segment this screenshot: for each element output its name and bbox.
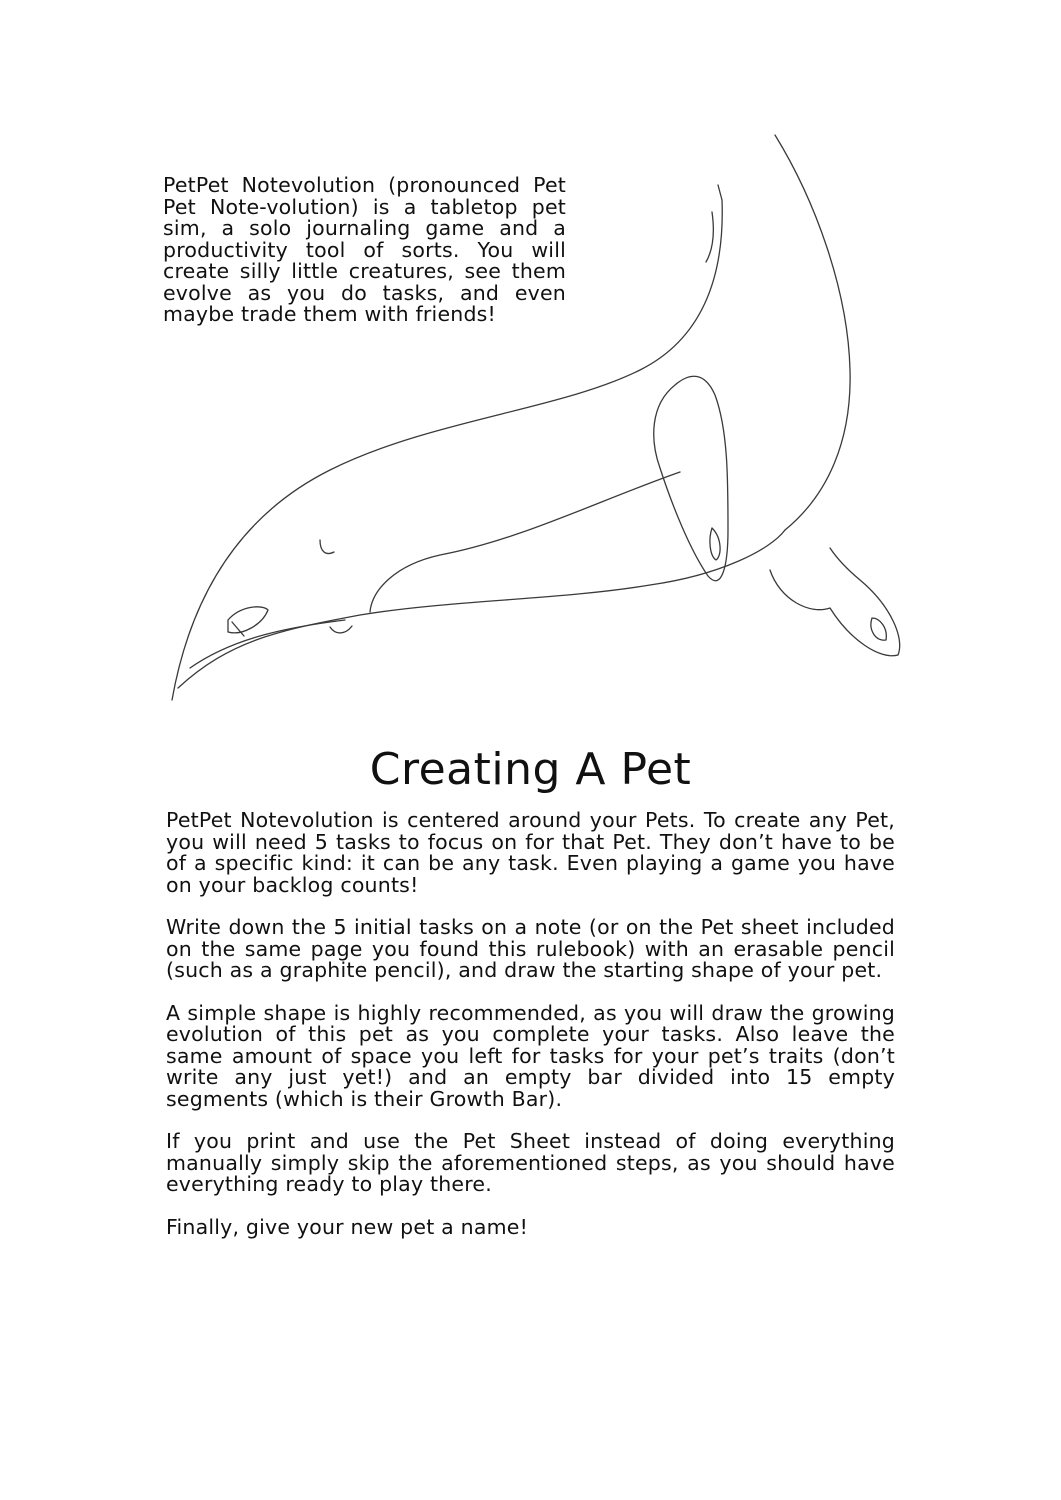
body-paragraph: If you print and use the Pet Sheet instead of doing everything manually simply skip the aforementioned steps, as you should have everything ready to play there.	[166, 1129, 895, 1196]
body-paragraph: Finally, give your new pet a name!	[166, 1214, 528, 1239]
section-body	[166, 810, 895, 1259]
body-paragraph: PetPet Notevolution is centered around your Pets. To create any Pet, you will need 5 tasks to focus on for that Pet. They don’t have to be of a specific kind: it can be any task. Even playing a game you have on your backlog counts!	[166, 808, 895, 897]
intro-paragraph: PetPet Notevolution (pronounced Pet Pet Note-volution) is a tabletop pet sim, a solo journaling game and a productivity tool of sorts. You will create silly little creatures, see them evolve as you do tasks, and even maybe trade them with friends!	[163, 173, 566, 326]
body-paragraph: A simple shape is highly recommended, as you will draw the growing evolution of this pet as you complete your tasks. Also leave the same amount of space you left for tasks for your pet’s traits (don’t write any just yet!) and an empty bar divided into 15 empty segments (which is their Growth Bar).	[166, 1000, 895, 1111]
section-title: Creating A Pet	[369, 744, 692, 795]
body-paragraph: Write down the 5 initial tasks on a note (or on the Pet sheet included on the same page you found this rulebook) with an erasable pencil (such as a graphite pencil), and draw the starting shape of your pet.	[166, 915, 895, 982]
